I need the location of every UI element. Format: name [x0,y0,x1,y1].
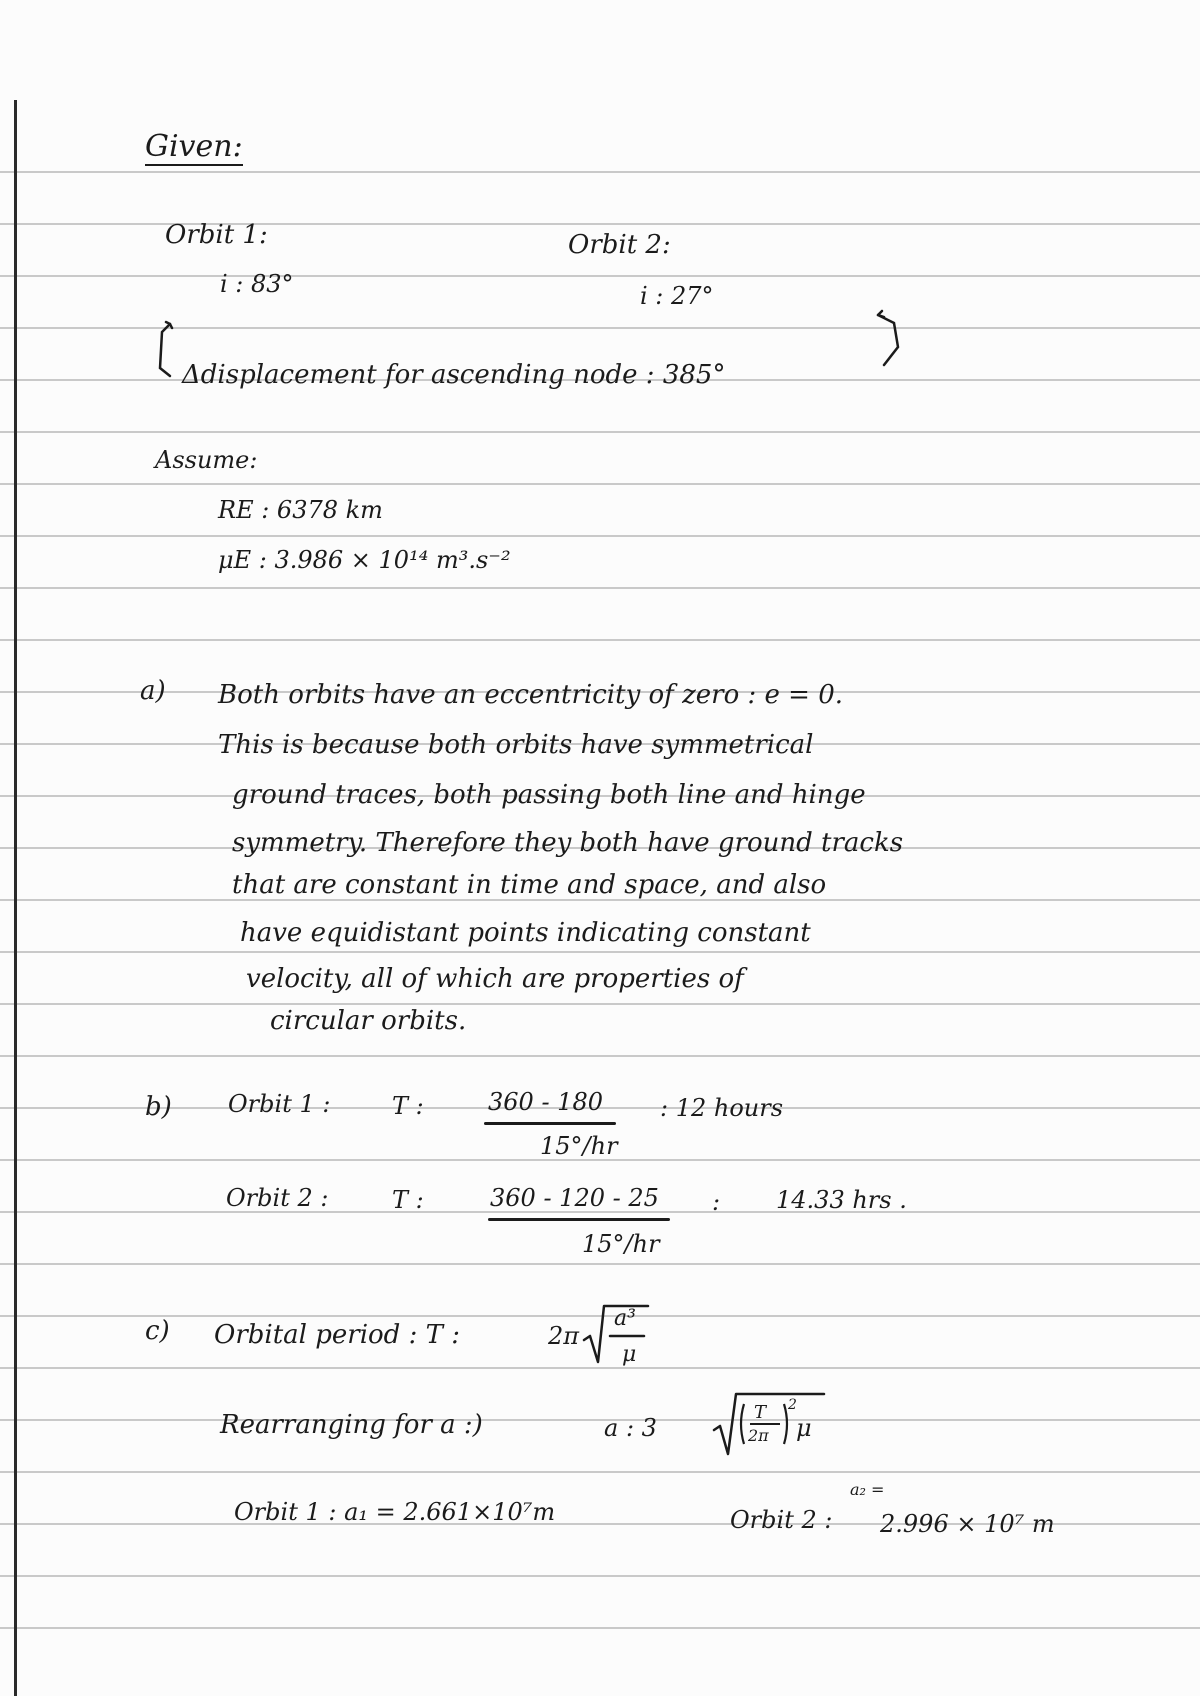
part-c-two-pi-small: 2π [748,1426,769,1445]
part-a-line-5: that are constant in time and space, and also [232,870,827,900]
part-c-orbit2-label: Orbit 2 : [730,1506,833,1534]
page-binding-edge [14,100,17,1696]
part-c-label: c) [145,1316,170,1346]
part-b-orbit2-fraction-bar [488,1218,670,1221]
part-b-orbit1-t: T : [392,1092,424,1120]
part-c-two-pi: 2π [548,1322,580,1350]
part-b-orbit2-t: T : [392,1186,424,1214]
part-b-orbit2-label: Orbit 2 : [226,1184,329,1212]
part-a-line-7: velocity, all of which are properties of [246,964,744,994]
part-a-line-6: have equidistant points indicating constant [240,918,811,948]
part-a-line-3: ground traces, both passing both line and hinge [232,780,866,810]
part-a-line-8: circular orbits. [270,1006,467,1036]
part-c-a2-label: a₂ = [850,1480,885,1499]
part-b-label: b) [145,1092,172,1122]
given-orbit1-inclination: i : 83° [220,270,294,298]
part-b-orbit2-equals: : [712,1188,721,1216]
part-c-orbit2-result: 2.996 × 10⁷ m [880,1510,1055,1538]
part-c-a-equals-cube-root: a : 3 [604,1414,657,1442]
part-b-orbit2-result: 14.33 hrs . [776,1186,907,1214]
given-orbit1-label: Orbit 1: [165,220,268,250]
part-b-orbit1-result: : 12 hours [660,1094,784,1122]
part-b-orbit1-numerator: 360 - 180 [488,1088,603,1116]
part-c-t-over: T [754,1402,767,1423]
part-a-label: a) [140,676,166,706]
part-c-mu-small: μ [796,1414,812,1442]
displacement-text: Δdisplacement for ascending node : 385° [182,360,726,390]
part-c-mu: μ [622,1342,637,1367]
part-c-squared: 2 [788,1397,797,1413]
part-b-orbit2-denominator: 15°/hr [582,1230,660,1258]
part-c-orbit1-result: Orbit 1 : a₁ = 2.661×10⁷m [234,1498,556,1526]
part-b-orbit1-fraction-bar [484,1122,616,1125]
assume-heading: Assume: [155,446,258,474]
given-heading: Given: [145,129,243,164]
right-bracket-arrow-icon [872,305,912,375]
part-b-orbit1-denominator: 15°/hr [540,1132,618,1160]
assume-earth-mu: μE : 3.986 × 10¹⁴ m³.s⁻² [218,546,511,574]
part-c-a-cubed: a³ [614,1306,636,1331]
given-orbit2-inclination: i : 27° [640,282,714,310]
part-b-orbit2-numerator: 360 - 120 - 25 [490,1184,659,1212]
part-c-period-text: Orbital period : T : [214,1320,460,1350]
part-a-line-2: This is because both orbits have symmetrical [218,730,814,760]
part-a-line-1: Both orbits have an eccentricity of zero : e = 0. [218,680,844,710]
part-b-orbit1-label: Orbit 1 : [228,1090,331,1118]
given-orbit2-label: Orbit 2: [568,230,671,260]
assume-earth-radius: RE : 6378 km [218,496,383,524]
part-a-line-4: symmetry. Therefore they both have ground tracks [232,828,904,858]
part-c-rearranging: Rearranging for a :) [220,1410,483,1440]
cube-root-icon [710,1388,830,1460]
